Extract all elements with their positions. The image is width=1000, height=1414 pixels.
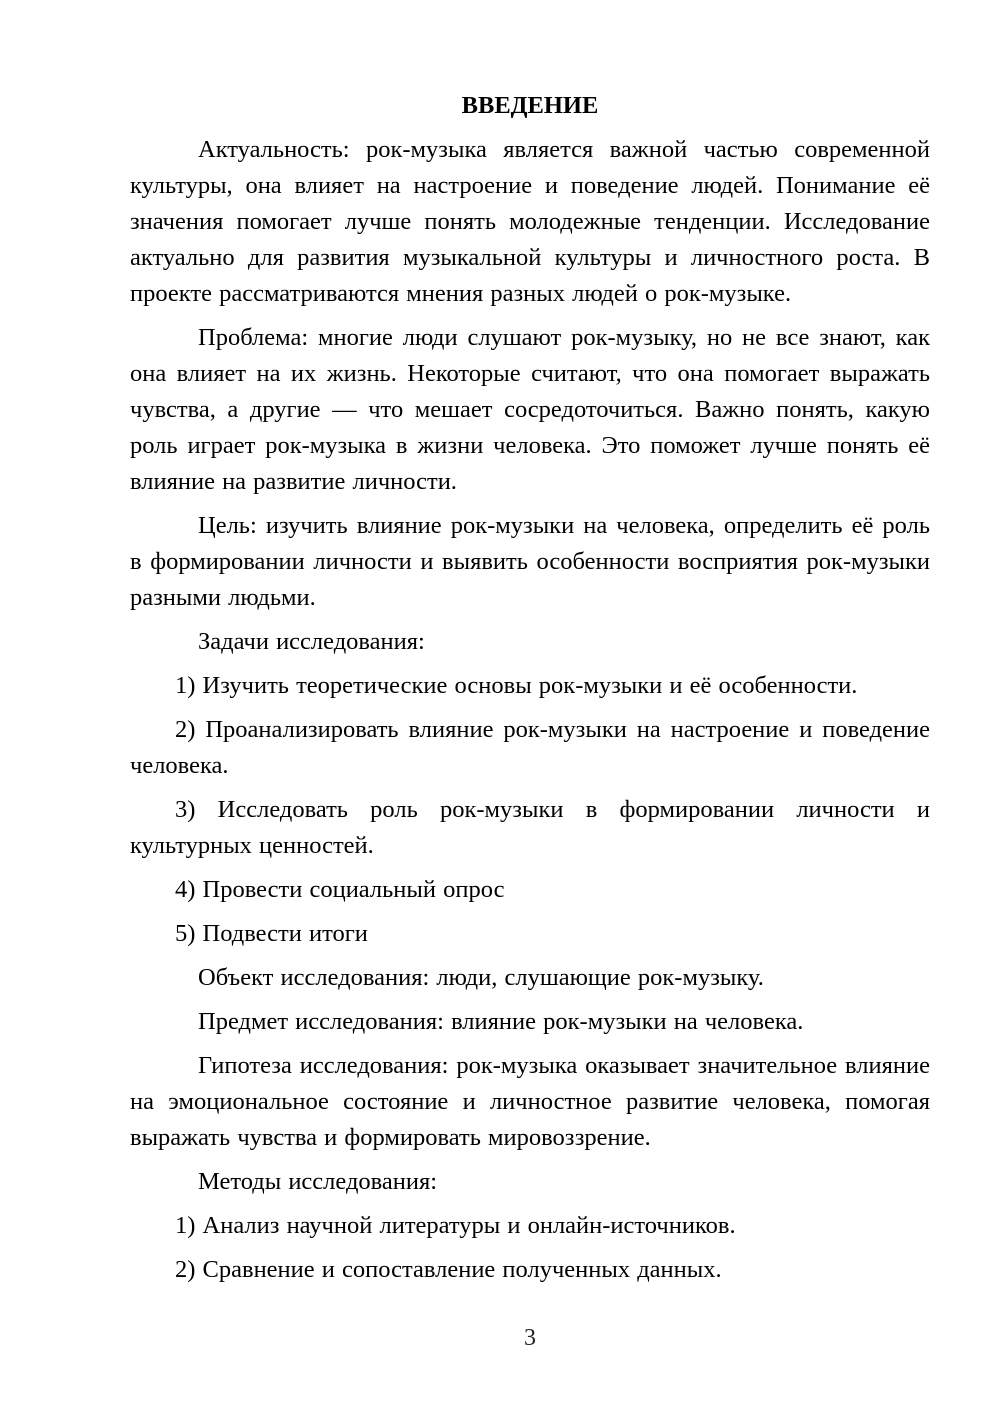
document-content [130,88,930,1296]
paragraph-8: 4) Провести социальный опрос [175,876,505,903]
paragraph-15: 2) Сравнение и сопоставление полученных данных. [175,1256,722,1283]
paragraph-4: Задачи исследования: [198,628,425,655]
paragraph-2: Проблема: многие люди слушают рок-музыку, но не все знают, как она влияет на их жизнь. Некоторые считают, что она помогает выражать чувства, а другие — что мешает сосредоточиться. Важно понять, какую роль играет рок-музыка в жизни человека. Это поможет лучше понять её влияние на развитие личности. [130,324,930,495]
page-number: 3 [524,1325,536,1351]
paragraph-10: Объект исследования: люди, слушающие рок-музыку. [198,964,764,991]
paragraph-1: Актуальность: рок-музыка является важной частью современной культуры, она влияет на настроение и поведение людей. Понимание её значения помогает лучше понять молодежные тенденции. Исследование актуально для развития музыкальной культуры и личностного роста. В проекте рассматриваются мнения разных людей о рок-музыке. [130,136,930,307]
paragraph-5: 1) Изучить теоретические основы рок-музыки и её особенности. [175,672,858,699]
paragraph-9: 5) Подвести итоги [175,920,368,947]
paragraph-13: Методы исследования: [198,1168,438,1195]
paragraph-7: 3) Исследовать роль рок-музыки в формировании личности и культурных ценностей. [130,796,930,859]
paragraph-12: Гипотеза исследования: рок-музыка оказывает значительное влияние на эмоциональное состояние и личностное развитие человека, помогая выражать чувства и формировать мировоззрение. [130,1052,930,1151]
paragraph-3: Цель: изучить влияние рок-музыки на человека, определить её роль в формировании личности и выявить особенности восприятия рок-музыки разными людьми. [130,512,930,611]
document-body [130,132,930,1288]
paragraph-14: 1) Анализ научной литературы и онлайн-источников. [175,1212,736,1239]
paragraph-6: 2) Проанализировать влияние рок-музыки на настроение и поведение человека. [130,716,930,779]
paragraph-11: Предмет исследования: влияние рок-музыки на человека. [198,1008,804,1035]
page-title: ВВЕДЕНИЕ [461,92,599,119]
